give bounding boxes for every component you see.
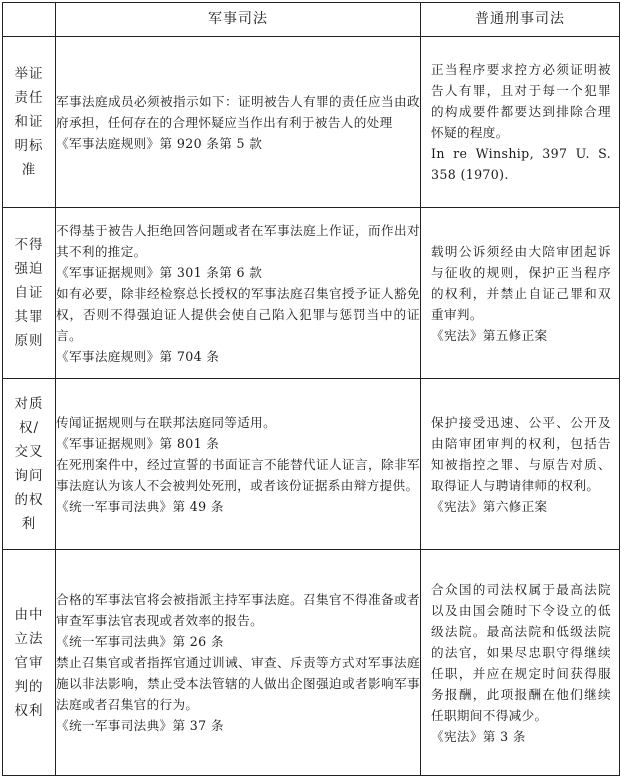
civilian-citation: In re Winship, 397 U. S. 358 (1970). [431, 146, 611, 182]
military-text: 在死刑案件中，经过宣誓的书面证言不能替代证人证言，除非军事法庭认为该人不会被判处死刑，或者该份证据系由辩方提供。 [56, 456, 420, 493]
comparison-table [2, 2, 620, 776]
row-label [3, 550, 56, 776]
military-citation: 《军事法庭规则》第 704 条 [56, 348, 220, 364]
header-civilian: 普通刑事司法 [421, 3, 620, 37]
military-cell [56, 550, 421, 776]
civilian-cell [421, 379, 620, 550]
row-label-line: 询问 [14, 468, 44, 484]
row-label-line: 立法 [14, 630, 44, 647]
military-cell [56, 37, 421, 208]
military-text: 合格的军事法官将会被指派主持军事法庭。召集官不得准备或者审查军事法官表现或者效率的报告。 [56, 592, 420, 628]
row-label [3, 208, 56, 379]
row-label-line: 权/ [18, 420, 40, 436]
row-label-line: 明标 [14, 138, 44, 154]
military-cell [56, 208, 421, 379]
row-label-line: 官审 [14, 654, 44, 671]
row-label-line: 对质 [14, 396, 44, 412]
row-label-line: 其罪 [14, 309, 44, 325]
civilian-text: 保护接受迅速、公平、公开及由陪审团审判的权利，包括告知被指控之罪、与原告对质、取得证人与聘请律师的权利。 [431, 414, 611, 493]
military-citation: 《军事法庭规则》第 920 条第 5 款 [56, 135, 263, 151]
row-label-line: 原则 [14, 333, 44, 349]
row-label [3, 37, 56, 208]
row-label-line: 权利 [14, 702, 44, 719]
header-corner-cell [3, 3, 56, 37]
military-citation: 《军事证据规则》第 301 条第 6 款 [56, 264, 263, 280]
row-label-line: 准 [21, 162, 37, 178]
military-text: 禁止召集官或者指挥官通过训诫、审查、斥责等方式对军事法庭施以非法影响，禁止受本法管辖的人做出企图强迫或者影响军事法庭或者召集官的行为。 [56, 655, 420, 712]
civilian-text: 载明公诉须经由大陪审团起诉与征收的规则，保护正当程序的权利，并禁止自证己罪和双重审判。 [431, 243, 611, 322]
row-label-line: 不得 [14, 237, 44, 253]
military-citation: 《统一军事司法典》第 37 条 [56, 718, 224, 733]
military-text: 军事法庭成员必须被指示如下：证明被告人有罪的责任应当由政府承担，任何存在的合理怀疑应当作出有利于被告人的处理 [56, 93, 420, 130]
military-text: 如有必要，除非经检察总长授权的军事法庭召集官授予证人豁免权，否则不得强迫证人提供会使自己陷入犯罪与惩罚当中的证言。 [56, 285, 420, 343]
row-label [3, 379, 56, 550]
row-label-line: 的权 [14, 492, 44, 508]
military-cell [56, 379, 421, 550]
civilian-cell [421, 550, 620, 776]
military-citation: 《统一军事司法典》第 49 条 [56, 498, 224, 514]
table-row [3, 37, 620, 208]
header-military: 军事司法 [56, 3, 421, 37]
civilian-text: 合众国的司法权属于最高法院以及由国会随时下令设立的低级法院。最高法院和低级法院的法官，如果尽忠职守得继续任职，并应在规定时间获得服务报酬，此项报酬在他们继续任职期间不得减少。 [431, 581, 611, 723]
military-text: 不得基于被告人拒绝回答问题或者在军事法庭上作证，而作出对其不利的推定。 [56, 222, 420, 259]
row-label-line: 判的 [14, 678, 44, 695]
row-label-line: 和证 [14, 114, 44, 130]
table-row [3, 550, 620, 776]
military-citation: 《军事证据规则》第 801 条 [56, 435, 220, 451]
table-row [3, 208, 620, 379]
civilian-text: 正当程序要求控方必须证明被告人有罪，且对于每一个犯罪的构成要件都要达到排除合理怀疑的程度。 [431, 62, 611, 140]
civilian-cell [421, 208, 620, 379]
civilian-citation: 《宪法》第六修正案 [431, 498, 548, 514]
row-label-line: 举证 [14, 66, 44, 82]
row-label-line: 由中 [14, 606, 44, 623]
civilian-cell [421, 37, 620, 208]
row-label-line: 交叉 [14, 444, 44, 460]
row-label-line: 强迫 [14, 261, 44, 277]
row-label-line: 自证 [14, 285, 44, 301]
table-row [3, 379, 620, 550]
military-text: 传闻证据规则与在联邦法庭同等适用。 [56, 414, 277, 430]
military-citation: 《统一军事司法典》第 26 条 [56, 634, 224, 649]
row-label-line: 利 [21, 516, 37, 532]
civilian-citation: 《宪法》第 3 条 [431, 728, 526, 744]
header-row [3, 3, 620, 37]
row-label-line: 责任 [14, 90, 44, 106]
civilian-citation: 《宪法》第五修正案 [431, 327, 548, 343]
